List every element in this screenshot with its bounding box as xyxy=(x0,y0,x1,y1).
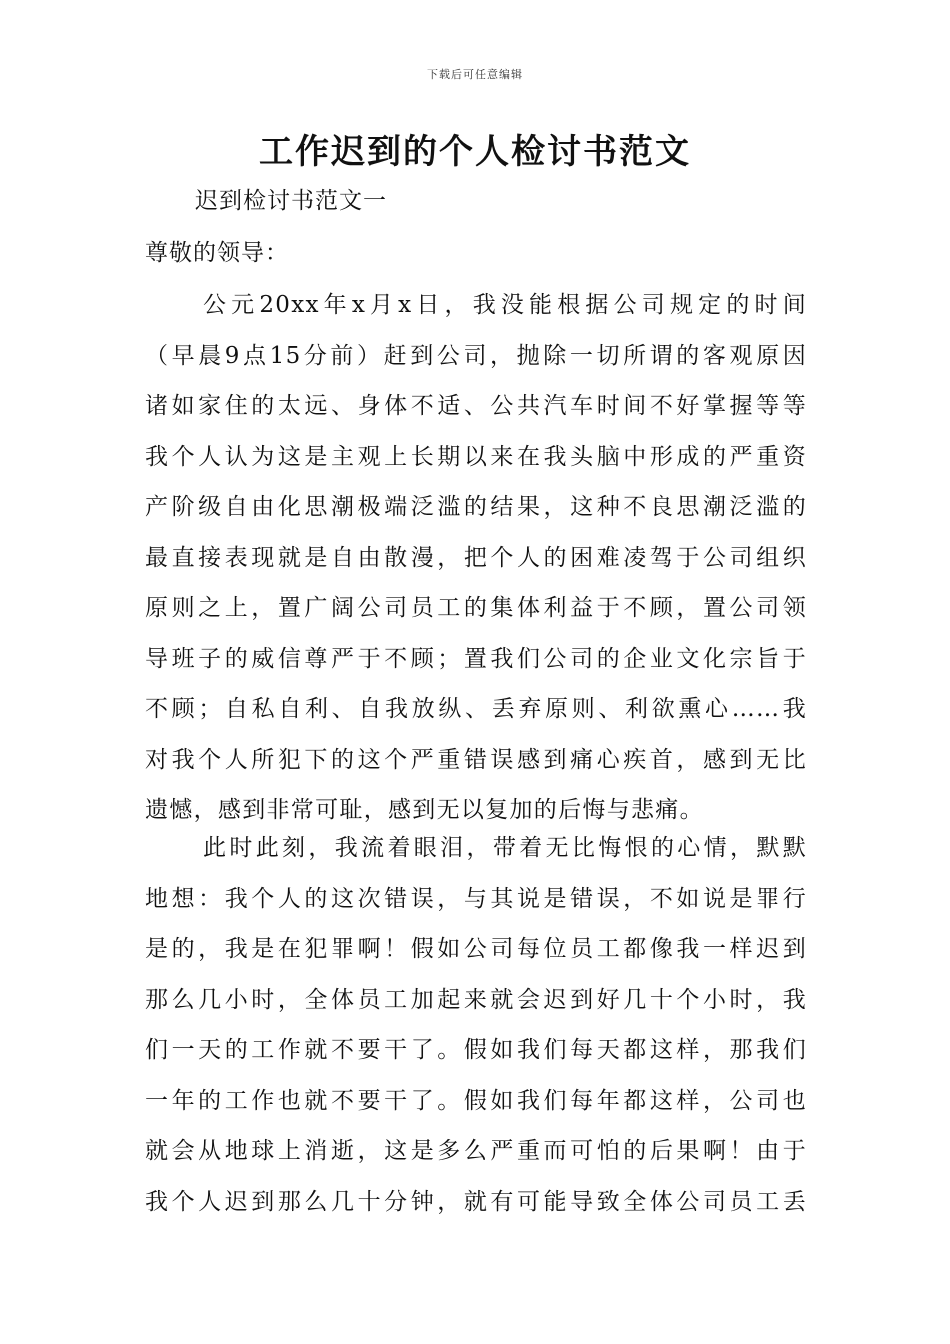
paragraph-line: 一年的工作也就不要干了。假如我们每年都这样，公司也 xyxy=(145,1087,807,1114)
paragraph-line: 产阶级自由化思潮极端泛滥的结果，这种不良思潮泛滥的 xyxy=(145,494,807,520)
paragraph-2 xyxy=(145,823,807,1227)
header-note: 下载后可任意编辑 xyxy=(427,68,523,81)
paragraph-line: 诸如家住的太远、身体不适、公共汽车时间不好掌握等等 xyxy=(145,393,807,419)
paragraph-line: （早晨9点15分前）赶到公司，抛除一切所谓的客观原因 xyxy=(145,342,807,369)
paragraph-line: 我个人认为这是主观上长期以来在我头脑中形成的严重资 xyxy=(145,443,807,470)
salutation: 尊敬的领导： xyxy=(145,240,289,266)
paragraph-line: 是的，我是在犯罪啊！假如公司每位员工都像我一样迟到 xyxy=(145,936,807,962)
paragraph-line: 导班子的威信尊严于不顾；置我们公司的企业文化宗旨于 xyxy=(145,645,807,672)
paragraph-line: 们一天的工作就不要干了。假如我们每天都这样，那我们 xyxy=(145,1037,807,1063)
section-subtitle: 迟到检讨书范文一 xyxy=(195,188,387,214)
paragraph-line: 此时此刻，我流着眼泪，带着无比悔恨的心情，默默 xyxy=(203,835,807,861)
paragraph-line: 我个人迟到那么几十分钟，就有可能导致全体公司员工丢 xyxy=(145,1188,807,1215)
paragraph-line: 不顾；自私自利、自我放纵、丢弃原则、利欲熏心……我 xyxy=(145,696,807,722)
paragraph-line: 那么几小时，全体员工加起来就会迟到好几十个小时，我 xyxy=(145,986,807,1013)
paragraph-line: 就会从地球上消逝，这是多么严重而可怕的后果啊！由于 xyxy=(145,1138,807,1164)
paragraph-line: 对我个人所犯下的这个严重错误感到痛心疾首，感到无比 xyxy=(145,746,807,773)
paragraph-1 xyxy=(145,280,807,836)
paragraph-line: 遗憾，感到非常可耻，感到无以复加的后悔与悲痛。 xyxy=(145,797,704,823)
paragraph-line: 地想：我个人的这次错误，与其说是错误，不如说是罪行 xyxy=(145,885,807,912)
paragraph-line: 原则之上，置广阔公司员工的集体利益于不顾，置公司领 xyxy=(145,595,807,621)
paragraph-line: 最直接表现就是自由散漫，把个人的困难凌驾于公司组织 xyxy=(145,544,807,571)
document-title: 工作迟到的个人检讨书范文 xyxy=(259,132,691,172)
paragraph-line: 公元20xx年x月x日，我没能根据公司规定的时间 xyxy=(203,292,807,318)
